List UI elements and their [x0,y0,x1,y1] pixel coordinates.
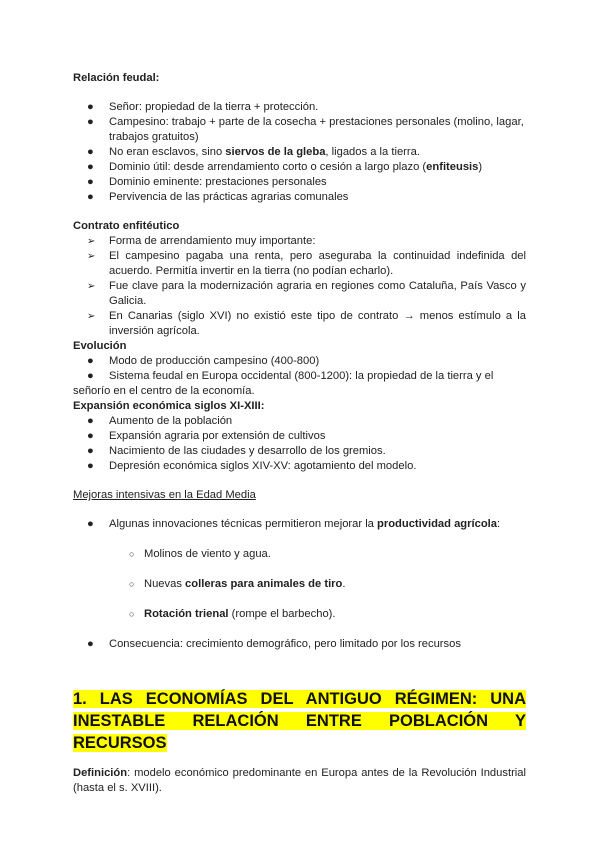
consecuencia-list [73,637,526,652]
expansion-list [73,414,526,474]
list-item: ● Algunas innovaciones técnicas permitieron mejorar la productividad agrícola: [87,518,501,530]
list-item: ➢ El campesino pagaba una renta, pero aseguraba la continuidad indefinida del acuerdo. Permitía invertir en la tierra (no podían echarlo). [87,250,526,277]
list-item: ➢ Fue clave para la modernización agraria en regiones como Cataluña, País Vasco y Galicia. [87,280,526,307]
expansion-title: Expansión económica siglos XI-XIII: [73,400,265,412]
evolucion-title: Evolución [73,340,127,352]
document-content [73,71,526,796]
list-item: ● Dominio útil: desde arrendamiento corto o cesión a largo plazo (enfiteusis) [87,161,483,173]
list-item: ● No eran esclavos, sino siervos de la gleba, ligados a la tierra. [87,146,420,158]
contrato-list [73,234,526,339]
mejoras-list [73,517,526,532]
list-item: ● Consecuencia: crecimiento demográfico, pero limitado por los recursos [87,638,461,650]
list-item: ● Nacimiento de las ciudades y desarrollo de los gremios. [87,445,386,457]
list-item: ➢ En Canarias (siglo XVI) no existió este tipo de contrato → menos estímulo a la inversión agrícola. [87,310,526,337]
contrato-title: Contrato enfitéutico [73,220,180,232]
list-item: ● Campesino: trabajo + parte de la cosecha + prestaciones personales (molino, lagar, trabajos gratuitos) [87,116,524,143]
list-item: ● Depresión económica siglos XIV-XV: agotamiento del modelo. [87,460,417,472]
list-item: ➢ Forma de arrendamiento muy importante: [87,235,316,247]
list-item: ● Expansión agraria por extensión de cultivos [87,430,326,442]
feudal-list [73,100,526,205]
list-item: ● Señor: propiedad de la tierra + protección. [87,101,319,113]
list-item: ● Aumento de la población [87,415,233,427]
section-heading: 1. LAS ECONOMÍAS DEL ANTIGUO RÉGIMEN: UNA INESTABLE RELACIÓN ENTRE POBLACIÓN Y RECURSOS [73,690,526,752]
mejoras-title: Mejoras intensivas en la Edad Media [73,489,256,501]
definition-label: Definición [73,767,128,779]
list-item: ● Sistema feudal en Europa occidental (800-1200): la propiedad de la tierra y el señorío en el centro de la economía. [73,370,494,397]
feudal-title: Relación feudal: [73,72,160,84]
list-item: ● Pervivencia de las prácticas agrarias comunales [87,191,349,203]
sub-list-item: ○ Rotación trienal (rompe el barbecho). [129,608,336,620]
sub-list-item: ○ Molinos de viento y agua. [129,548,271,560]
list-item: ● Modo de producción campesino (400-800) [87,355,320,367]
list-item: ● Dominio eminente: prestaciones personales [87,176,327,188]
definition-paragraph: Definición: modelo económico predominante en Europa antes de la Revolución Industrial (hasta el s. XVIII). [73,767,526,794]
sub-list-item: ○ Nuevas colleras para animales de tiro. [129,578,346,590]
